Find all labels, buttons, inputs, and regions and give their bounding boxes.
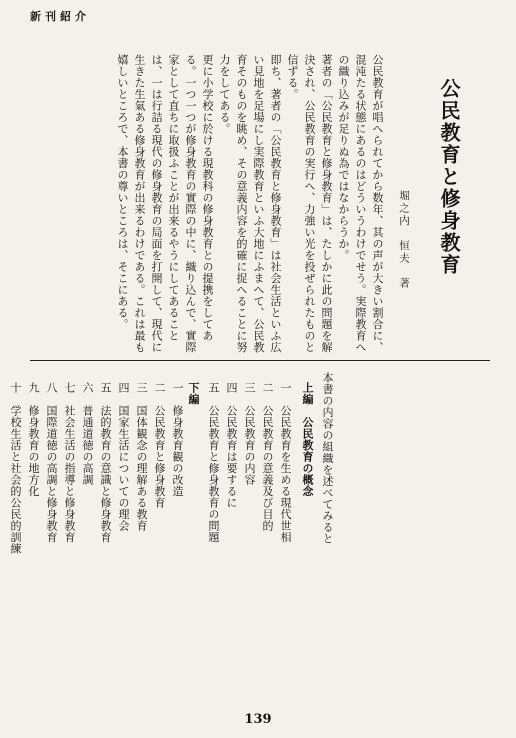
contents-item: 四 国家生活についての理会 xyxy=(117,382,130,532)
horizontal-divider xyxy=(30,360,490,361)
contents-item: 一 公民教育を生める現代世相 xyxy=(279,382,292,543)
contents-item: 七 社会生活の指導と修身教育 xyxy=(63,382,76,543)
contents-item: 三 国体観念の理解ある教育 xyxy=(135,382,148,532)
contents-item: 六 普通道徳の高調 xyxy=(81,382,94,486)
contents-item: 二 公民教育の意義及び目的 xyxy=(261,382,274,532)
contents-item: 八 国際道徳の高調と修身教育 xyxy=(45,382,58,543)
article1-body: 公民教育が唱へられてから数年、其の声が大きい割合に、混沌たる状態にあるのはどういうわけでせう。実際教育への織り込みが足りぬ為ではなからうか。 著者の「公民教育と修身教育」は、たしかに此の問題を解決され、公民教育の実行へ、力強い光を投ぜられたものと信ずる。 即ち、著者の「公民教育と修身教育」は社会生活といふ広い見地を足場にし実際教育といふ大地にふまへて、公民教育そのものを眺め、その意義内容を的確に捉へることに努力をしてある。 更に小学校に於ける現教科の修身教育との提携をしてある。一つ一つが修身教育の實際の中に、織り込んで、實際家として直ちに取扱ふことが出来るやうにしてあることは、一は行詰る現代の修身教育の局面を打開して、現代に生きた生氣ある修身教育が出来るわけである。これは最も嬉しいところで、本書の尊いところは、そこにある。 xyxy=(116,54,384,353)
contents-item: 二 公民教育と修身教育 xyxy=(153,382,166,509)
section-header: 新刊紹介 xyxy=(30,10,90,23)
article1-author: 堀之内 恒夫 著 xyxy=(398,190,410,290)
page-number: 139 xyxy=(244,712,272,727)
contents-item: 四 公民教育は要するに xyxy=(225,382,238,509)
contents-item: 三 公民教育の内容 xyxy=(243,382,256,486)
contents-item: 九 修身教育の地方化 xyxy=(27,382,40,497)
contents-part1-title: 上編 公民教育の概念 xyxy=(301,382,314,497)
contents-part2-title: 下編 xyxy=(187,382,200,405)
contents-intro: 本書の内容の組織を述べてみると xyxy=(321,372,334,545)
contents-item: 十 学校生活と社会的公民的訓練 xyxy=(9,382,22,555)
contents-item: 五 公民教育と修身教育の問題 xyxy=(207,382,220,543)
contents-item: 一 修身教育観の改造 xyxy=(171,382,184,497)
article1-title: 公民教育と修身教育 xyxy=(437,78,461,276)
contents-item: 五 法的教育の意識と修身教育 xyxy=(99,382,112,543)
